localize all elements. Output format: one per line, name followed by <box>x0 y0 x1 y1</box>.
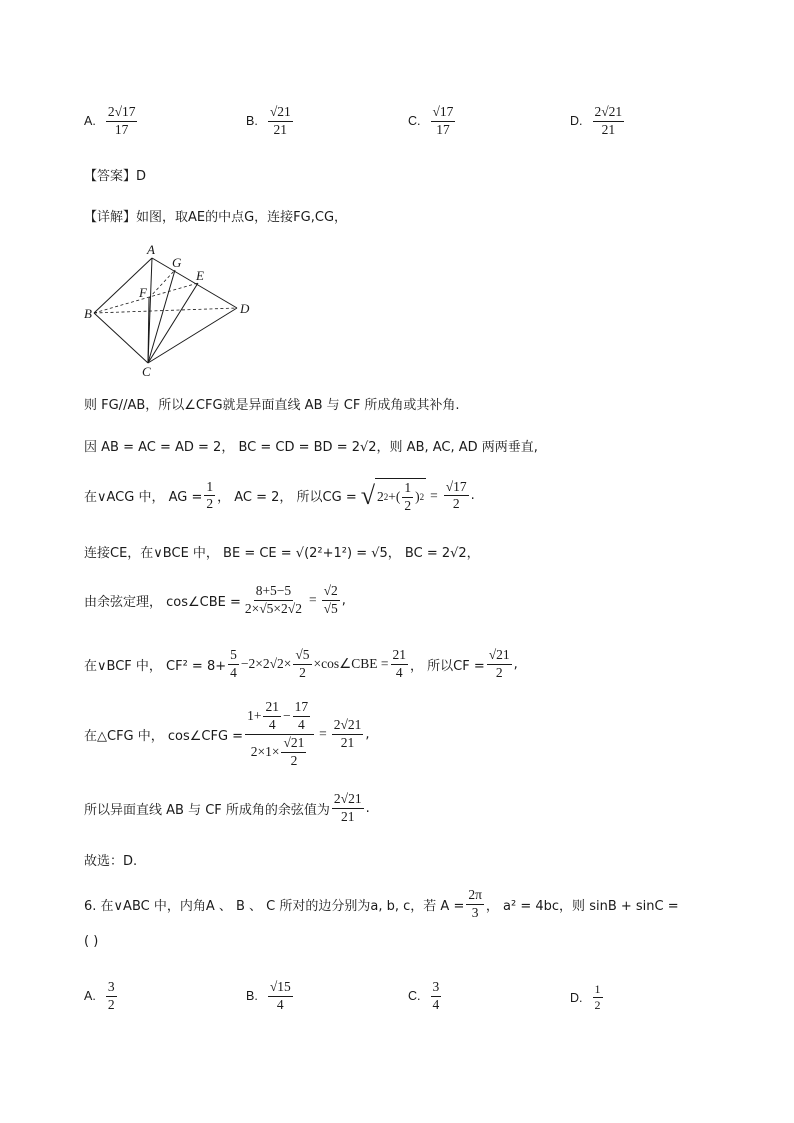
tetrahedron-figure <box>84 240 264 380</box>
point-label-a: A <box>147 242 155 257</box>
fraction-denominator: 17 <box>114 121 129 137</box>
fraction-numerator: 3 <box>106 980 117 997</box>
detail-step-1: 则 FG//AB，所以∠CFG就是异面直线 AB 与 CF 所成角或其补角. <box>84 398 460 413</box>
fraction: $\frac{8+5-5}{2\times√5\times 2√2}$ <box>244 583 302 616</box>
step-text: −2×2√2× <box>240 656 292 672</box>
q5-option-c <box>408 105 457 138</box>
q6-option-d <box>570 983 605 1012</box>
detail-step-7: 在△CFG 中， cos∠CFG = 1+ $\frac{21}{4}$ − $\frac{17}{4}$ 2×1× $\frac{√21}{2}$ = $\frac{2√21}{21}$ , <box>84 699 370 768</box>
detail-step-3 <box>84 478 475 514</box>
option-fraction <box>106 105 138 138</box>
detail-step-5: 由余弦定理， cos∠CBE = $\frac{8+5-5}{2\times√5\times 2√2}$ = $\frac{√2}{√5}$ , <box>84 583 346 616</box>
step-text: ×cos∠CBE = <box>313 656 389 672</box>
step-text: 由余弦定理， cos∠CBE = <box>84 594 241 610</box>
point-label-g: G <box>172 255 182 270</box>
step-text: . <box>470 488 475 504</box>
edge-ad <box>152 258 237 308</box>
question-6-paren: ( ) <box>84 934 99 949</box>
fraction-complex: 1+ $\frac{21}{4}$ − $\frac{17}{4}$ 2×1× $\frac{√21}{2}$ <box>245 700 314 768</box>
option-fraction <box>431 105 456 138</box>
step-text: ， a² = 4bc，则 sinB + sinC = <box>485 898 679 914</box>
step-text: 在∨ACG 中， AG = <box>84 490 203 506</box>
option-fraction <box>593 105 625 138</box>
q5-option-b <box>246 105 295 138</box>
fraction-denominator: 4 <box>432 996 440 1012</box>
option-fraction <box>268 105 293 138</box>
fraction-numerator: 2√21 <box>593 105 625 122</box>
fraction-numerator: √21 <box>268 105 293 122</box>
step-text: 所以异面直线 AB 与 CF 所成角的余弦值为 <box>84 802 330 818</box>
edge-bc <box>94 313 148 363</box>
option-label: D. <box>570 990 583 1005</box>
step-text: ， AC = 2， 所以CG = <box>217 490 357 506</box>
fraction-denominator: 4 <box>276 996 284 1012</box>
point-label-e: E <box>196 268 204 283</box>
option-label: B. <box>246 989 258 1004</box>
option-label: D. <box>570 114 583 129</box>
fraction-denominator: 2 <box>594 998 601 1013</box>
detail-step-4: 连接CE，在∨BCE 中， BE = CE = √(2²+1²) = √5， BC = 2√2， <box>84 546 480 561</box>
q5-option-a <box>84 105 139 138</box>
option-label: B. <box>246 114 258 129</box>
detail-step-8: 所以异面直线 AB 与 CF 所成角的余弦值为 $\frac{2√21}{21}$ . <box>84 791 370 824</box>
step-text: 在△CFG 中， cos∠CFG = <box>84 728 244 744</box>
fraction: $\frac{√2}{√5}$ <box>323 583 338 616</box>
detail-intro: 【详解】如图，取AE的中点G，连接FG,CG， <box>84 210 348 225</box>
step-text: ， 所以CF = <box>410 658 485 674</box>
q6-option-a <box>84 980 119 1013</box>
q5-option-d <box>570 105 626 138</box>
step-text: 在∨BCF 中， CF² = 8+ <box>84 658 227 674</box>
detail-step-6: 在∨BCF 中， CF² = 8+ $\frac{5}{4}$ −2×2√2× $\frac{√5}{2}$ ×cos∠CBE = $\frac{21}{4}$ ， 所以CF = $\frac{√21}{2}$ , <box>84 647 518 680</box>
fraction-numerator: 2√17 <box>106 105 138 122</box>
fraction-denominator: 21 <box>601 121 616 137</box>
edge-bd <box>94 308 237 313</box>
edge-ce <box>148 283 198 363</box>
fraction-numerator: √15 <box>268 980 293 997</box>
fraction-denominator: 17 <box>436 121 450 137</box>
answer-line: 【答案】D <box>84 169 147 184</box>
conclusion: 故选：D. <box>84 854 138 869</box>
point-label-f: F <box>139 285 147 300</box>
q6-option-b <box>246 980 295 1013</box>
q6-option-c <box>408 980 443 1013</box>
option-label: C. <box>408 989 421 1004</box>
option-label: C. <box>408 114 421 129</box>
point-label-d: D <box>240 301 250 316</box>
fraction-denominator: 21 <box>273 121 288 137</box>
question-6-stem: 6. 在∨ABC 中，内角A 、 B 、 C 所对的边分别为a, b, c，若 A = $\frac{2\pi}{3}$ ， a² = 4bc，则 sinB + sinC = <box>84 887 679 920</box>
cg-radical: √ 2 2 +( $\frac{1}{2}$ ) 2 = $\frac{√17}{2}$ <box>360 478 467 513</box>
fraction-denominator: 2 <box>107 996 115 1012</box>
detail-step-2: 因 AB = AC = AD = 2， BC = CD = BD = 2√2，则 AB, AC, AD 两两垂直, <box>84 440 538 455</box>
fraction-numerator: 1 <box>593 983 603 998</box>
point-label-c: C <box>142 364 151 379</box>
option-label: A. <box>84 989 96 1004</box>
point-label-b: B <box>84 306 92 321</box>
fraction-numerator: 3 <box>431 980 442 997</box>
option-label: A. <box>84 114 96 129</box>
fraction-half: $\frac{1}{2}$ <box>206 478 214 512</box>
step-text: . <box>365 800 370 816</box>
step-text: 6. 在∨ABC 中，内角A 、 B 、 C 所对的边分别为a, b, c，若 A = <box>84 898 465 914</box>
fraction-numerator: √17 <box>431 105 456 122</box>
